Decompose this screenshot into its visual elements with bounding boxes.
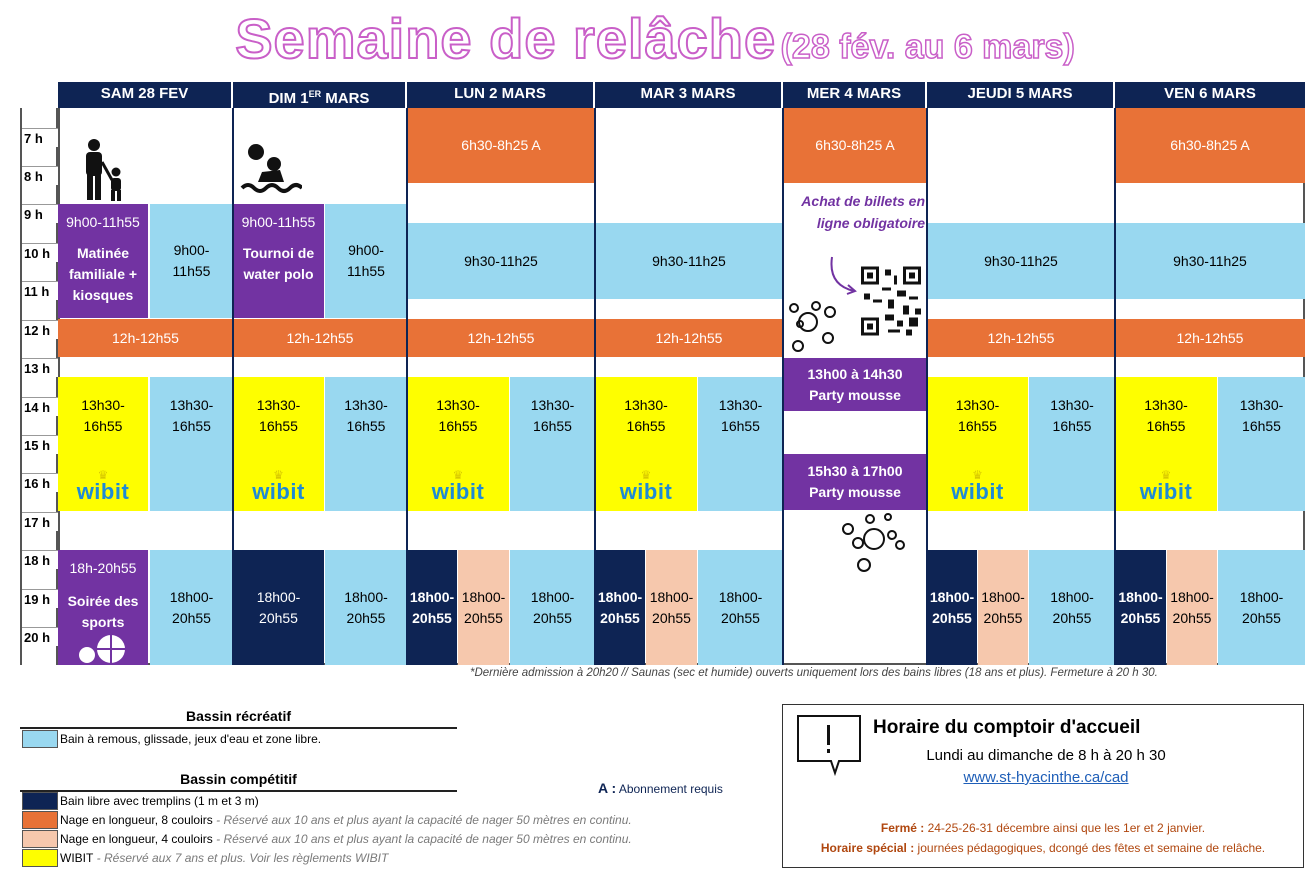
column-divider [1114,108,1116,665]
hour-label: 19 h [22,589,58,608]
reception-title: Horaire du comptoir d'accueil [873,717,1141,738]
legend-swatch-rec [22,730,58,748]
party-title: Party mousse [809,484,901,500]
bubbles-icon [838,509,910,575]
legend-rec-text: Bain à remous, glissade, jeux d'eau et zone libre. [60,732,322,746]
column-divider [232,108,234,665]
day-header-tue: MAR 3 MARS [595,82,783,108]
time-text: 9h00- [173,242,210,258]
hour-label: 9 h [22,204,58,223]
time-text: 13h30- [530,397,575,413]
mon-evening-diving [407,550,457,665]
fri-evening-diving [1115,550,1166,665]
time-text: 16h55 [83,418,123,434]
time-text: 18h00- [929,588,975,605]
time-text: 20h55 [172,609,211,626]
time-text: 18h00- [461,588,506,605]
closed-label: Fermé : [880,821,925,835]
time-text: 13h30- [1144,397,1188,413]
time-text: 20h55 [346,609,386,626]
abonnement-legend [598,780,723,796]
time-text: 20h55 [721,609,760,626]
sat-eve-title: Soirée des sports [67,593,139,630]
wibit-logo: ♛ wibit [619,468,673,504]
wibit-text: wibit [431,479,485,504]
time-text: 18h00- [344,588,388,605]
day-header-fri: VEN 6 MARS [1115,82,1305,108]
title-main: Semaine de relâche [235,7,777,70]
sun-event-time: 9h00-11h55 [241,214,316,230]
sports-balls-icon [73,633,133,671]
abonnement-key: A : [598,780,617,796]
sat-noon-block: 12h-12h55 [58,319,233,357]
legend-comp-title: Bassin compétitif [180,771,297,787]
time-text: 20h55 [600,609,640,626]
legend-item-text: Bain libre avec tremplins (1 m et 3 m) [60,794,259,808]
tue-morning-block: 9h30-11h25 [595,223,783,299]
tue-wibit-block [595,377,697,511]
exclamation-speech-icon [795,713,863,777]
legend-item-note: - Réservé aux 10 ans et plus ayant la capacité de nager 50 mètres en continu. [212,832,632,846]
legend-4-lanes-text [60,830,632,848]
time-text: 13h30- [256,397,301,413]
legend-wibit-text [60,849,388,867]
time-text: 18h00- [597,588,643,605]
sun-event-title: Tournoi de water polo [242,245,315,282]
thu-noon-block: 12h-12h55 [927,319,1115,357]
wibit-logo: ♛ wibit [76,468,130,504]
time-text: 18h00- [409,588,455,605]
legend-item-note: - Réservé aux 10 ans et plus ayant la capacité de nager 50 mètres en continu. [212,813,632,827]
sun-afternoon-rec [325,377,407,511]
tue-evening-diving [595,550,645,665]
wibit-text: wibit [252,479,305,504]
legend-item-text: Nage en longueur, 8 couloirs [60,813,213,827]
day-header-sat: SAM 28 FEV [58,82,233,108]
hour-label: 7 h [22,128,58,147]
sat-afternoon-rec [150,377,233,511]
column-divider [406,108,408,665]
reception-hours: Lundi au dimanche de 8 h à 20 h 30 [926,747,1166,764]
time-text: 20h55 [1172,609,1212,626]
mon-wibit-block [407,377,509,511]
party-time: 13h00 à 14h30 [807,365,903,382]
legend-swatch-wibit [22,849,58,867]
time-text: 18h00- [718,588,763,605]
abonnement-text: Abonnement requis [618,782,723,796]
time-text: 18h00- [169,588,214,605]
wibit-logo: ♛ wibit [1139,468,1193,504]
time-text: 20h55 [1242,609,1281,626]
hour-label: 13 h [22,358,58,377]
sun-morning-rec [325,204,407,318]
time-text: 20h55 [1052,609,1092,626]
time-text: 16h55 [438,418,478,434]
sun-evening-comp [233,550,324,665]
time-text: 16h55 [721,418,760,434]
wibit-text: wibit [951,479,1004,504]
title-dates: (28 fév. au 6 mars) [780,28,1075,66]
special-label: Horaire spécial : [820,841,915,855]
reception-closed [783,821,1303,835]
reception-link[interactable]: www.st-hyacinthe.ca/cad [963,769,1129,786]
day-header-thu: JEUDI 5 MARS [927,82,1115,108]
legend-swatch-8-lanes [22,811,58,829]
fri-early-block: 6h30-8h25 A [1115,108,1305,183]
day-header-sun-sup: ER [308,89,322,99]
wed-party-mousse-2 [783,454,927,510]
wed-ticket-note: Achat de billets en ligne obligatoire [801,193,925,231]
fri-evening-lanes [1167,550,1217,665]
time-text: 13h30- [436,397,480,413]
hour-label: 12 h [22,320,58,339]
time-text: 16h55 [259,418,298,434]
time-text: 18h00- [1239,588,1284,605]
wibit-logo: ♛ wibit [951,468,1004,504]
day-header-sun [233,82,407,108]
sat-event-title: Matinée familiale + kiosques [68,245,138,303]
mon-morning-block: 9h30-11h25 [407,223,595,299]
water-polo-icon [240,142,302,198]
hour-label: 16 h [22,473,58,492]
tue-evening-rec [698,550,783,665]
legend-item-text: Nage en longueur, 4 couloirs [60,832,213,846]
hour-label: 8 h [22,166,58,185]
mon-early-block: 6h30-8h25 A [407,108,595,183]
footnote: *Dernière admission à 20h20 // Saunas (sec et humide) ouverts uniquement lors des bains libres (18 ans et plus). Fermeture à 20 h 30. [470,667,1158,679]
time-text: 11h55 [347,263,385,279]
time-text: 18h00- [981,588,1025,605]
wed-party-mousse-1 [783,358,927,411]
mon-evening-lanes [458,550,509,665]
wibit-text: wibit [76,479,130,504]
time-text: 20h55 [1120,609,1161,626]
time-text: 13h30- [1239,397,1284,413]
time-text: 16h55 [1242,418,1281,434]
time-text: 9h00- [348,242,384,258]
legend-swatch-diving [22,792,58,810]
hour-label: 18 h [22,550,58,569]
wibit-text: wibit [619,479,673,504]
time-text: 18h00- [256,588,301,605]
legend-diving-text [60,792,259,810]
sun-evening-rec [325,550,407,665]
day-header-wed: MER 4 MARS [783,82,927,108]
day-header-sun-text: DIM 1 [268,90,309,107]
time-text: 20h55 [464,609,503,626]
closed-text: 24-25-26-31 décembre ainsi que les 1er et 2 janvier. [924,821,1206,835]
sun-morning-event [233,204,324,318]
mon-noon-block: 12h-12h55 [407,319,595,357]
thu-evening-diving [927,550,977,665]
thu-evening-lanes [978,550,1028,665]
wed-early-block: 6h30-8h25 A [783,108,927,183]
time-text: 18h00- [530,588,575,605]
tue-evening-lanes [646,550,697,665]
sat-morning-rec [150,204,233,318]
time-text: 13h30- [955,397,1000,413]
mon-evening-rec [510,550,595,665]
party-title: Party mousse [809,386,901,403]
sat-morning-event [58,204,148,318]
legend-swatch-4-lanes [22,830,58,848]
mon-afternoon-rec [510,377,595,511]
sun-wibit-block [233,377,324,511]
time-text: 18h00- [649,588,694,605]
time-text: 13h30- [169,397,214,413]
time-text: 16h55 [346,418,386,434]
time-text: 20h55 [652,609,691,626]
thu-afternoon-rec [1029,377,1115,511]
time-text: 13h30- [718,397,763,413]
time-text: 20h55 [533,609,572,626]
fri-morning-block: 9h30-11h25 [1115,223,1305,299]
tue-noon-block: 12h-12h55 [595,319,783,357]
legend-divider [20,727,457,729]
fri-afternoon-rec [1218,377,1305,511]
sun-noon-block: 12h-12h55 [233,319,407,357]
qr-code-icon[interactable] [858,263,924,339]
thu-wibit-block [927,377,1028,511]
bubbles-icon [786,298,846,356]
time-text: 16h55 [1052,418,1092,434]
day-header-sun-rest: MARS [321,90,370,107]
sat-eve-time: 18h-20h55 [69,560,137,576]
party-time: 15h30 à 17h00 [807,463,903,479]
time-text: 20h55 [932,609,972,626]
fri-wibit-block [1115,377,1217,511]
time-text: 13h30- [624,397,668,413]
hour-label: 20 h [22,627,58,646]
column-divider [782,108,784,665]
hour-label: 14 h [22,397,58,416]
wibit-text: wibit [1139,479,1193,504]
column-divider [926,108,928,665]
time-text: 20h55 [983,609,1023,626]
reception-hours-box [782,704,1304,868]
special-text: journées pédagogiques, dcongé des fêtes et semaine de relâche. [914,841,1266,855]
column-divider [594,108,596,665]
time-text: 16h55 [958,418,997,434]
time-text: 13h30- [81,397,125,413]
hour-label: 10 h [22,243,58,262]
legend-8-lanes-text [60,811,632,829]
time-text: 13h30- [344,397,388,413]
sat-evening-rec [150,550,233,665]
hour-label: 11 h [22,281,58,300]
fri-noon-block: 12h-12h55 [1115,319,1305,357]
thu-morning-block: 9h30-11h25 [927,223,1115,299]
hour-label: 15 h [22,435,58,454]
sat-wibit-block [58,377,148,511]
time-text: 16h55 [172,418,211,434]
fri-evening-rec [1218,550,1305,665]
arrow-icon [828,255,858,295]
reception-special [783,841,1303,855]
legend-item-text: WIBIT [60,851,94,865]
time-text: 16h55 [533,418,572,434]
sat-evening-event [58,550,148,665]
time-text: 18h00- [1050,588,1094,605]
page-title [0,6,1310,71]
sat-event-time: 9h00-11h55 [66,214,140,230]
time-text: 16h55 [626,418,666,434]
family-icon [78,138,128,202]
legend-rec-title: Bassin récréatif [185,708,292,724]
hour-column [20,108,58,665]
wibit-logo: ♛ wibit [252,468,305,504]
time-text: 13h30- [1050,397,1094,413]
time-text: 20h55 [259,609,298,626]
day-header-mon: LUN 2 MARS [407,82,595,108]
time-text: 16h55 [1146,418,1186,434]
hour-label: 17 h [22,512,58,531]
time-text: 18h00- [1170,588,1214,605]
thu-evening-rec [1029,550,1115,665]
legend-item-note: - Réservé aux 7 ans et plus. Voir les règlements WIBIT [93,851,389,865]
time-text: 11h55 [172,263,211,279]
time-text: 18h00- [1118,588,1163,605]
wibit-logo: ♛ wibit [431,468,485,504]
time-text: 20h55 [412,609,452,626]
tue-afternoon-rec [698,377,783,511]
